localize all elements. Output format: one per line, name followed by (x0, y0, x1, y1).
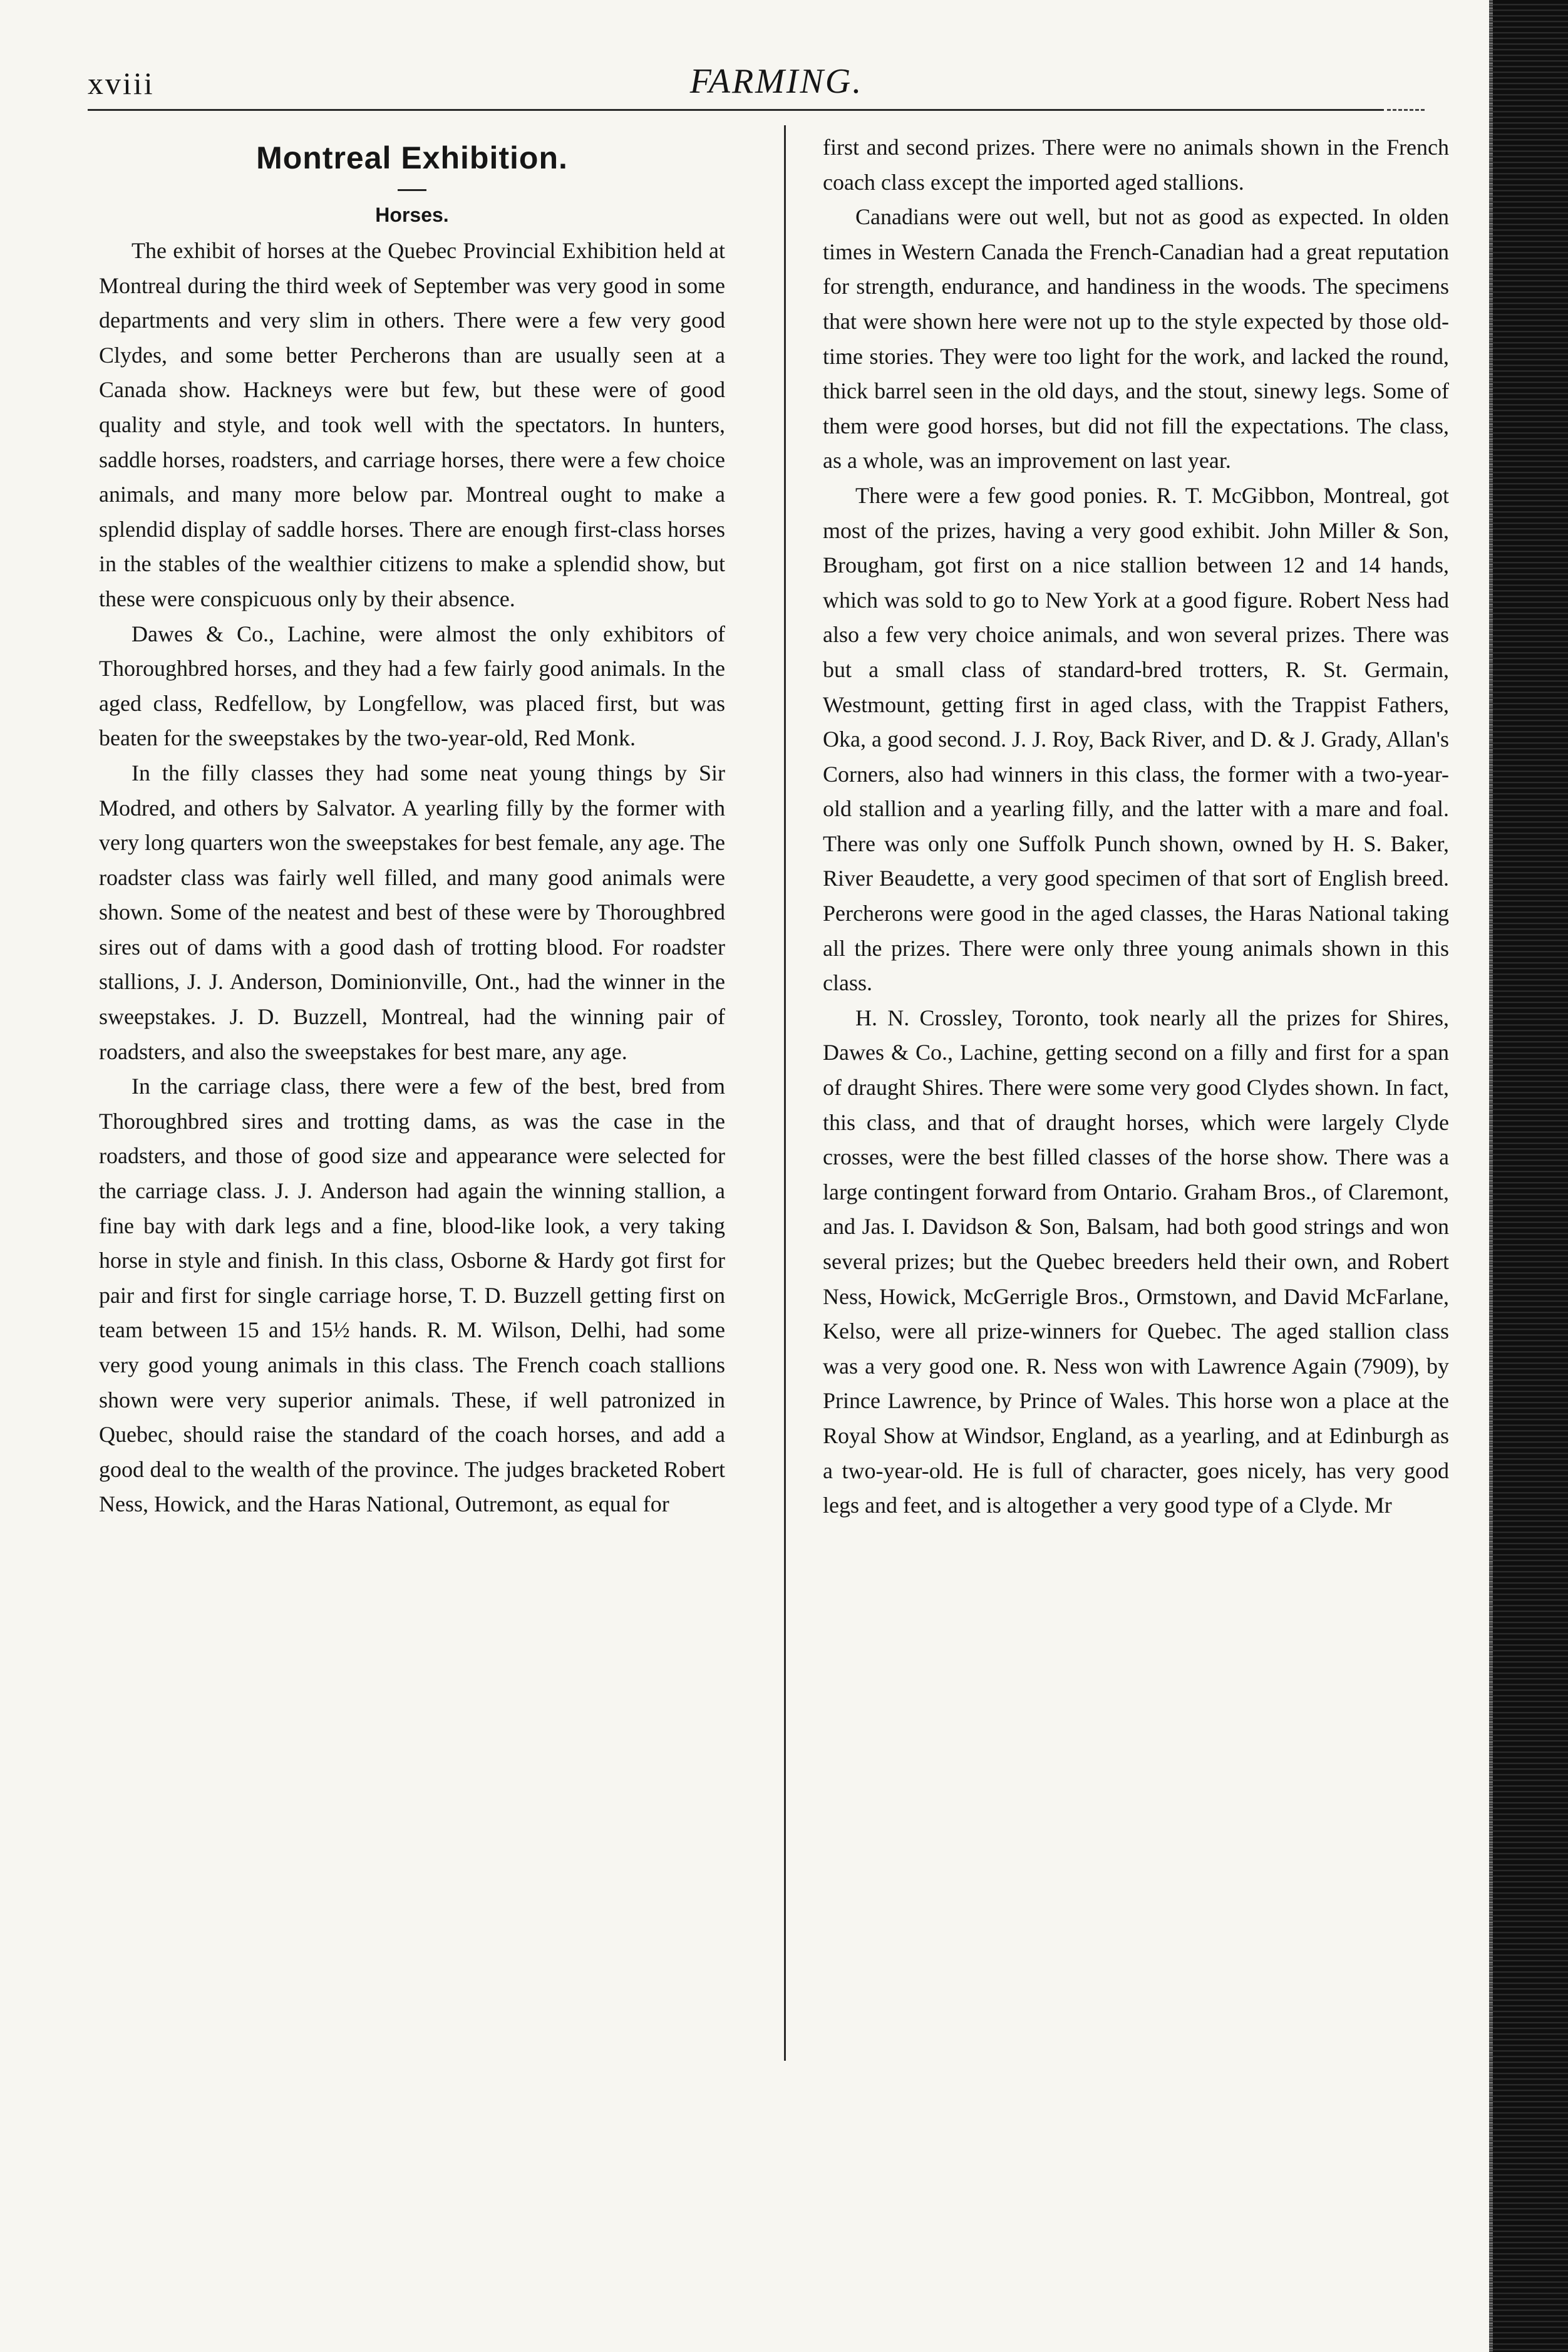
paragraph: In the carriage class, there were a few of the best, bred from Thoroughbred sires and trotting dams, as was the case in the roadsters, and those of good size and appearance were selected for the carriage class. J. J. Anderson had again the winning stallion, a fine bay with dark legs and a fine, blood-like look, a very taking horse in style and finish. In this class, Osborne & Hardy got first for pair and first for single carriage horse, T. D. Buzzell getting first on team between 15 and 15½ hands. R. M. Wilson, Delhi, had some very good young animals in this class. The French coach stallions shown were very superior animals. These, if well patronized in Quebec, should raise the standard of the coach horses, and add a good deal to the wealth of the province. The judges bracketed Robert Ness, Howick, and the Haras National, Outremont, as equal for (99, 1074, 725, 1517)
paragraph: H. N. Crossley, Toronto, took nearly all the prizes for Shires, Dawes & Co., Lachine, getting second on a filly and first for a span of draught Shires. There were some very good Clydes shown. In fact, this class, and that of draught horses, which were largely Clyde crosses, were the best filled classes of the horse show. There was a large contingent forward from Ontario. Graham Bros., of Claremont, and Jas. I. Davidson & Son, Balsam, had both good strings and won several prizes; but the Quebec breeders held their own, and Robert Ness, Howick, McGerrigle Bros., Ormstown, and David McFarlane, Kelso, were all prize-winners for Quebec. The aged stallion class was a very good one. R. Ness won with Lawrence Again (7909), by Prince Lawrence, by Prince of Wales. This horse won a place at the Royal Show at Windsor, England, as a yearling, and at Edinburgh as a two-year-old. He is full of character, goes nicely, has very good legs and feet, and is altogether a very good type of a Clyde. Mr (823, 1005, 1449, 1518)
running-head: FARMING. (689, 62, 864, 101)
page-number: xviii (88, 66, 155, 101)
paragraph: In the filly classes they had some neat young things by Sir Modred, and others by Salvator. A yearling filly by the former with very long quarters won the sweepstakes for best female, any age. The roadster class was fairly well filled, and many good animals were shown. Some of the neatest and best of these were by Thoroughbred sires out of dams with a good dash of trotting blood. For roadster stallions, J. J. Anderson, Dominionville, Ont., had the winner in the sweepstakes. J. D. Buzzell, Montreal, had the winning pair of roadsters, and also the sweepstakes for best mare, any age. (99, 760, 725, 1064)
paragraph: first and second prizes. There were no animals shown in the French coach class except the imported aged stallions. (823, 135, 1449, 195)
header-rule-dash (1387, 109, 1425, 111)
paragraph: The exhibit of horses at the Quebec Provincial Exhibition held at Montreal during the third week of September was very good in some departments and very slim in others. There were a few very good Clydes, and some better Percherons than are usually seen at a Canada show. Hackneys were but few, but these were of good quality and style, and took well with the spectators. In hunters, saddle horses, roadsters, and carriage horses, there were a few choice animals, and many more below par. Montreal ought to make a splendid display of saddle horses. There are enough first-class horses in the stables of the wealthier citizens to make a splendid show, but these were conspicuous only by their absence. (99, 238, 725, 611)
paragraph: Canadians were out well, but not as good as expected. In olden times in Western Canada the French-Canadian had a great reputation for strength, endurance, and handiness in the woods. The specimens that were shown here were not up to the style expected by those old-time stories. They were too light for the work, and lacked the round, thick barrel seen in the old days, and the stout, sinewy legs. Some of them were good horses, but did not fill the expectations. The class, as a whole, was an improvement on last year. (823, 204, 1449, 474)
header-rule (88, 109, 1384, 111)
page-edge-bar (1493, 0, 1568, 2352)
left-column (99, 130, 725, 1522)
paragraph: Dawes & Co., Lachine, were almost the only exhibitors of Thoroughbred horses, and they had a few fairly good animals. In the aged class, Redfellow, by Longfellow, was placed first, but was beaten for the sweepstakes by the two-year-old, Red Monk. (99, 621, 725, 751)
column-divider (784, 125, 786, 2061)
article-title: Montreal Exhibition. (256, 140, 568, 175)
paragraph: There were a few good ponies. R. T. McGibbon, Montreal, got most of the prizes, having a very good exhibit. John Miller & Son, Brougham, got first on a nice stallion between 12 and 14 hands, which was sold to go to New York at a good figure. Robert Ness had also a few very choice animals, and won several prizes. There was but a small class of standard-bred trotters, R. St. Germain, Westmount, getting first in aged class, with the Trappist Fathers, Oka, a good second. J. J. Roy, Back River, and D. & J. Grady, Allan's Corners, also had winners in this class, the former with a two-year-old stallion and a yearling filly, and the latter with a mare and foal. There was only one Suffolk Punch shown, owned by H. S. Baker, River Beaudette, a very good specimen of that sort of English breed. Percherons were good in the aged classes, the Haras National taking all the prizes. There were only three young animals shown in this class. (823, 482, 1449, 996)
right-column (823, 130, 1449, 1523)
section-heading: Horses. (375, 204, 449, 226)
title-rule (398, 189, 426, 191)
